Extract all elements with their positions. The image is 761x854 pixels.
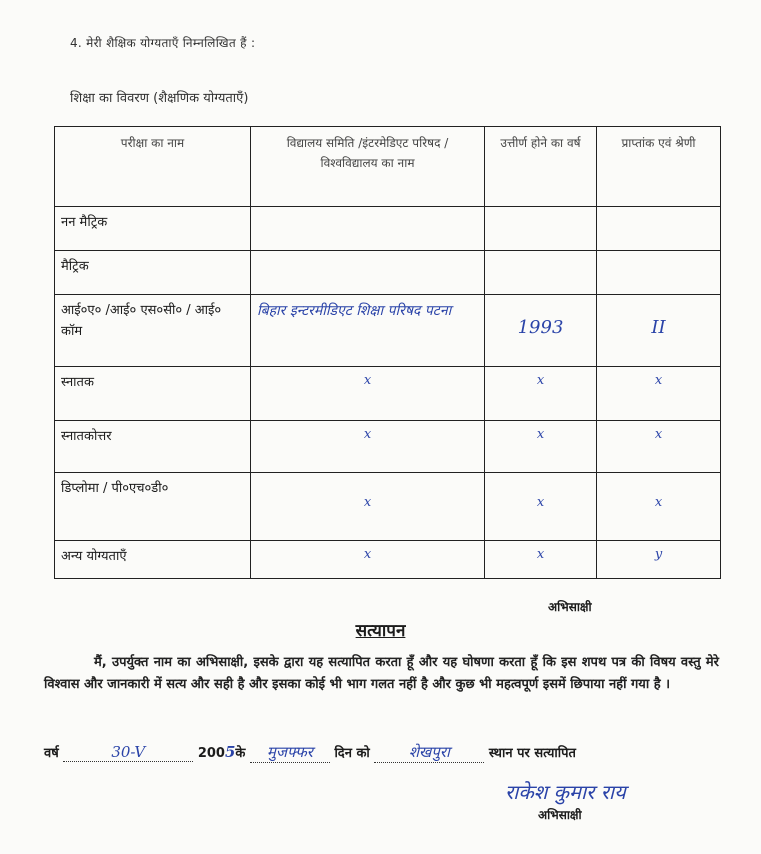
day-field: मुजफ्फर — [250, 742, 330, 763]
row-exam: आई०ए० /आई० एस०सी० / आई० कॉम — [55, 295, 251, 367]
table-header-row — [55, 127, 721, 207]
row-exam: नन मैट्रिक — [55, 207, 251, 251]
table-row — [55, 251, 721, 295]
year-suffix: 5 — [224, 743, 236, 761]
row-board: x — [251, 473, 485, 541]
row-year: 1993 — [485, 295, 597, 367]
row-grade: x — [597, 421, 721, 473]
row-grade — [597, 251, 721, 295]
row-board — [251, 207, 485, 251]
row-year — [485, 251, 597, 295]
table-row — [55, 541, 721, 579]
row-year: x — [485, 421, 597, 473]
row-year — [485, 207, 597, 251]
verification-dateline — [44, 742, 724, 763]
year-prefix: 200 — [197, 746, 225, 761]
verification-body — [44, 652, 719, 696]
din-ko-label: दिन को — [334, 746, 370, 761]
row-grade: y — [597, 541, 721, 579]
row-board — [251, 251, 485, 295]
table-row — [55, 367, 721, 421]
year-label: वर्ष — [44, 746, 59, 761]
header-year: उत्तीर्ण होने का वर्ष — [485, 127, 597, 207]
verification-text: मैं, उपर्युक्त नाम का अभिसाक्षी, इसके द्वारा यह सत्यापित करता हूँ और यह घोषणा करता हूँ कि इस शपथ पत्र की विषय वस्तु मेरे विश्वास और जानकारी में सत्य और सही है और इसका कोई भी भाग गलत नहीं है और कुछ भी महत्वपूर्ण इसमें छिपाया नहीं गया है । — [44, 655, 719, 692]
deponent-signature: राकेश कुमार राय — [505, 780, 626, 804]
row-grade — [597, 207, 721, 251]
row-year: x — [485, 541, 597, 579]
deponent-label-bottom: अभिसाक्षी — [538, 808, 582, 822]
row-year: x — [485, 367, 597, 421]
row-exam: स्नातकोत्तर — [55, 421, 251, 473]
section-subheading: शिक्षा का विवरण (शैक्षणिक योग्यताएँ) — [70, 91, 249, 106]
row-exam: स्नातक — [55, 367, 251, 421]
ke-label: के — [235, 746, 246, 761]
table-row — [55, 473, 721, 541]
row-exam: मैट्रिक — [55, 251, 251, 295]
row-year: x — [485, 473, 597, 541]
row-grade: x — [597, 473, 721, 541]
table-row — [55, 295, 721, 367]
row-exam: अन्य योग्यताएँ — [55, 541, 251, 579]
row-board: x — [251, 541, 485, 579]
table-row — [55, 207, 721, 251]
row-grade: II — [597, 295, 721, 367]
header-exam: परीक्षा का नाम — [55, 127, 251, 207]
education-table — [54, 126, 721, 579]
table-row — [55, 421, 721, 473]
place-field: शेखपुरा — [374, 742, 484, 763]
row-board: बिहार इन्टरमीडिएट शिक्षा परिषद पटना — [251, 295, 485, 367]
header-board: विद्यालय समिति /इंटरमेडिएट परिषद / विश्वविद्यालय का नाम — [251, 127, 485, 207]
date-field: 30-V — [63, 743, 193, 762]
row-board: x — [251, 367, 485, 421]
section-intro: 4. मेरी शैक्षिक योग्यताएँ निम्नलिखित हैं : — [70, 36, 256, 50]
row-grade: x — [597, 367, 721, 421]
row-exam: डिप्लोमा / पी०एच०डी० — [55, 473, 251, 541]
header-grade: प्राप्तांक एवं श्रेणी — [597, 127, 721, 207]
verification-title: सत्यापन — [355, 621, 406, 641]
row-board: x — [251, 421, 485, 473]
place-suffix-label: स्थान पर सत्यापित — [488, 746, 576, 761]
deponent-label: अभिसाक्षी — [548, 600, 592, 614]
